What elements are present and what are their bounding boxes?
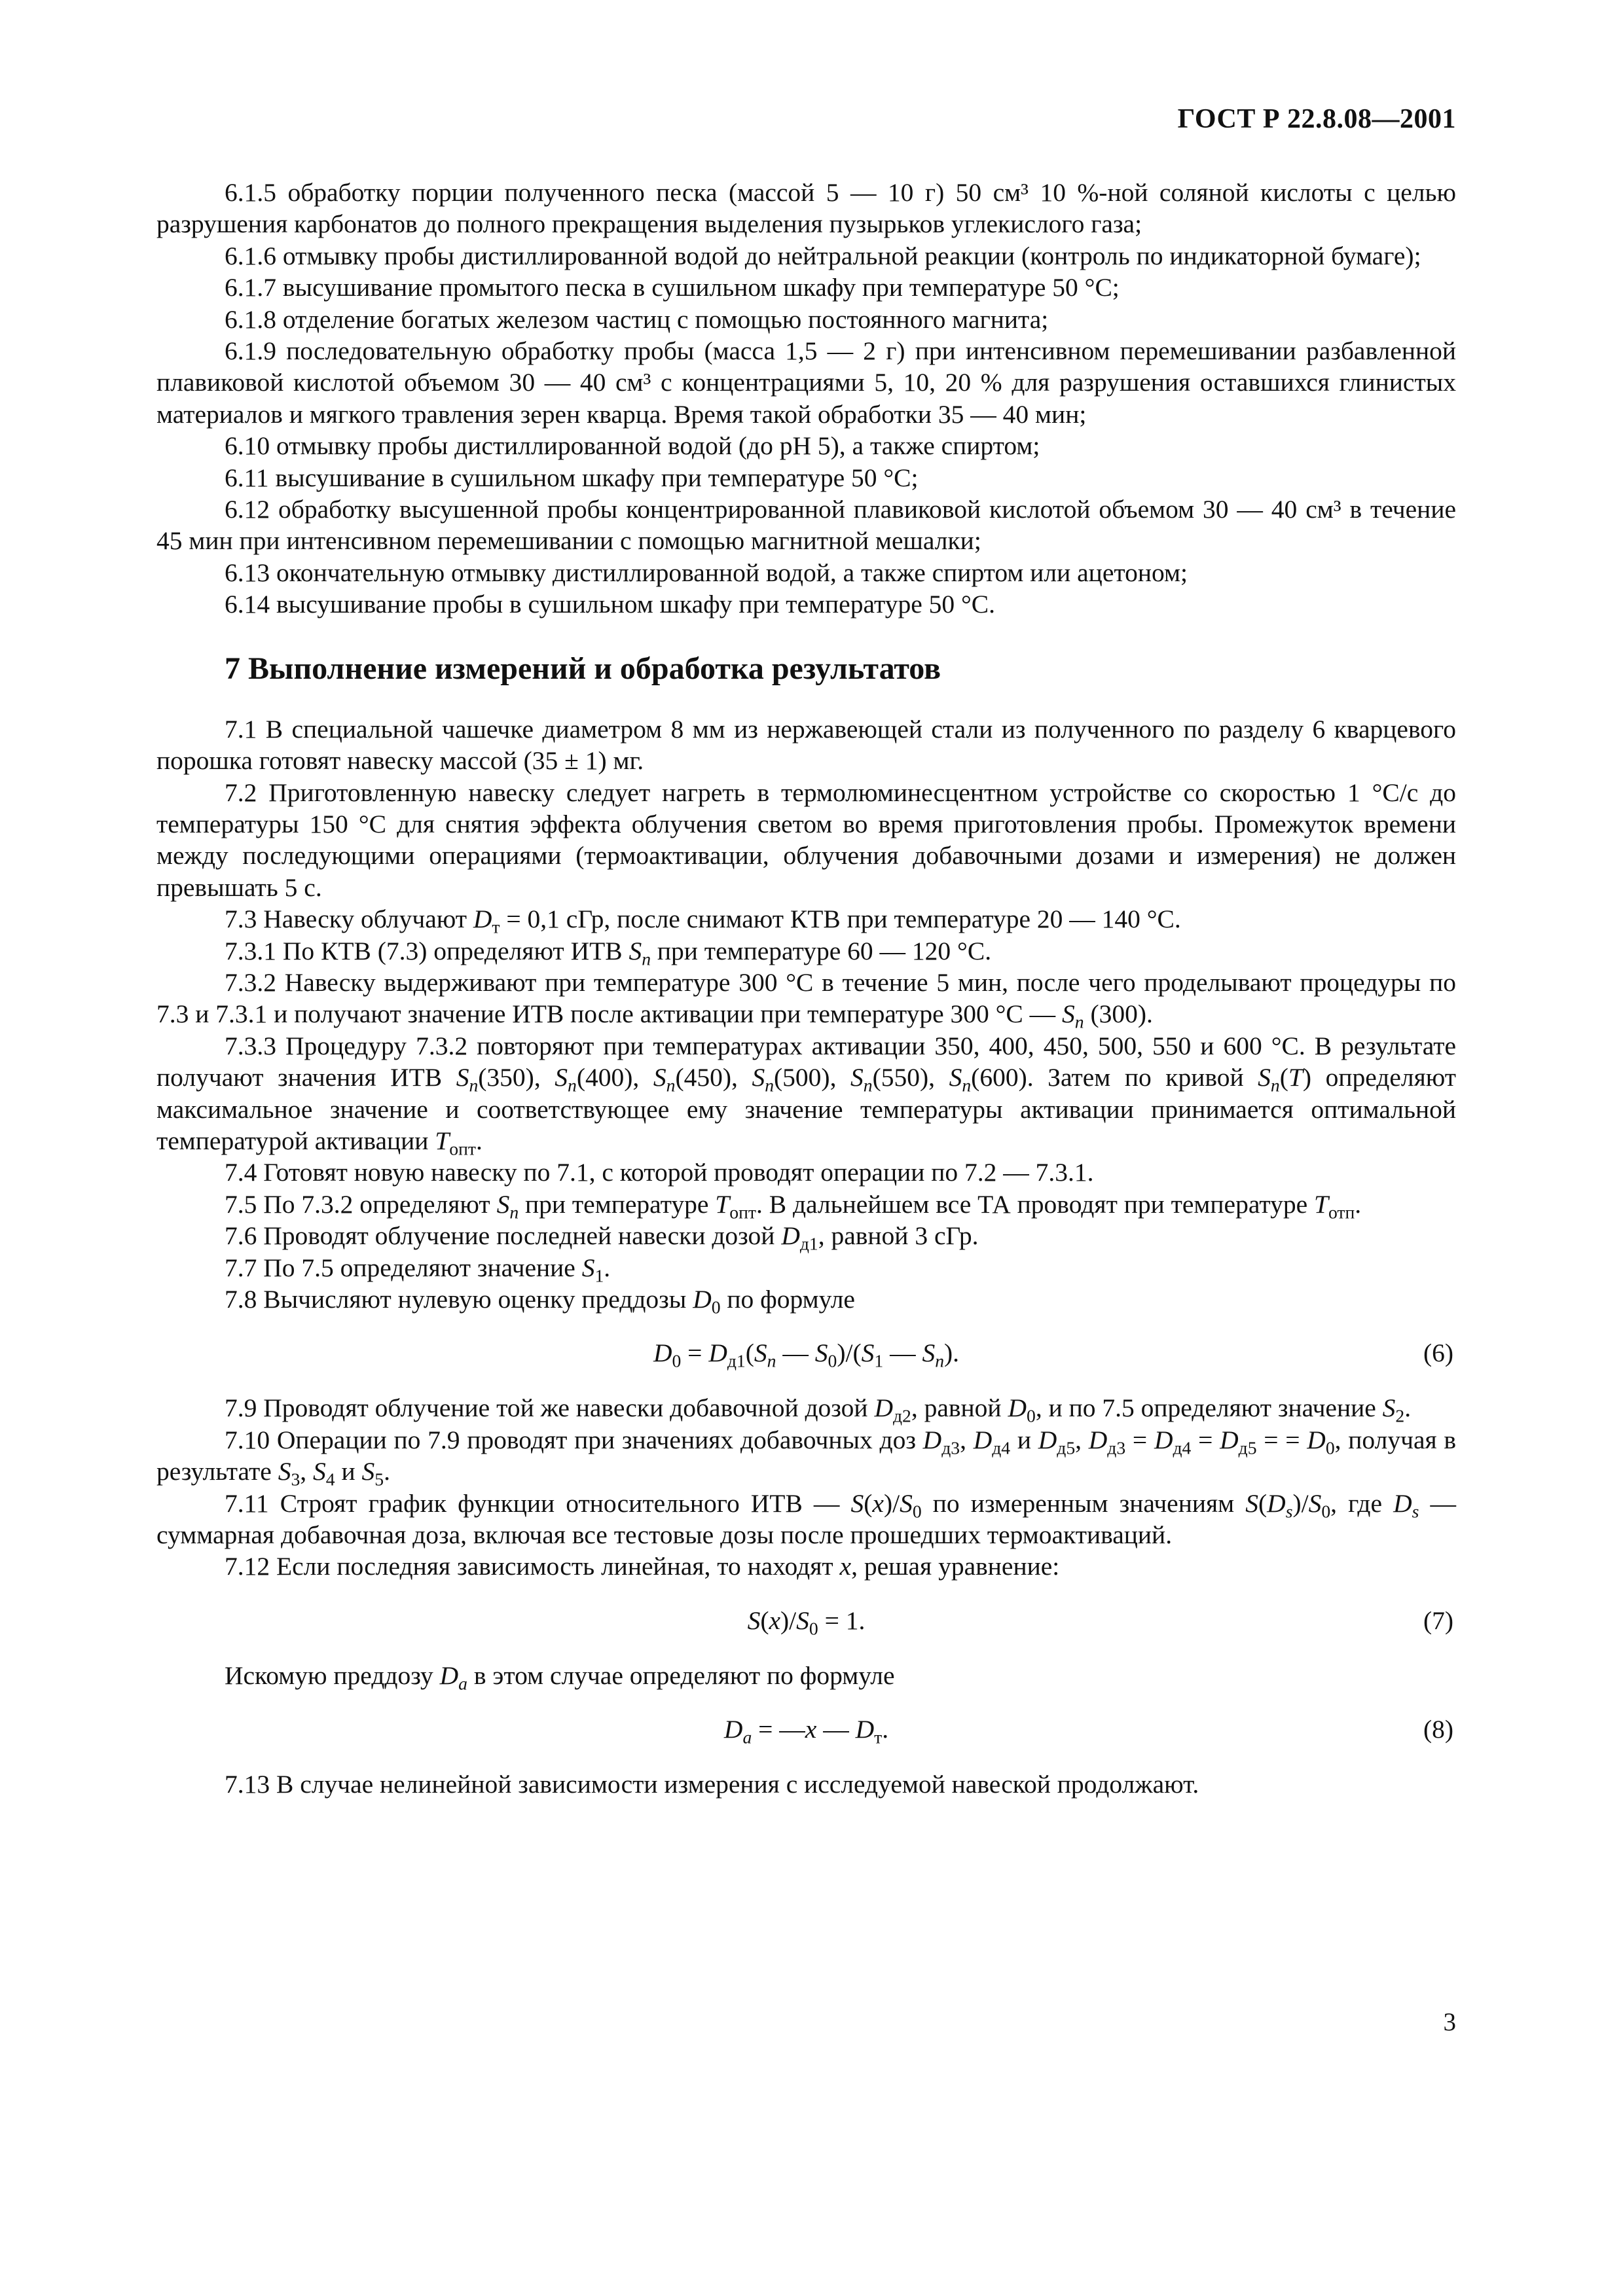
paragraph-7-3-2: 7.3.2 Навеску выдерживают при температуре 300 °С в течение 5 мин, после чего проделывают процедуры по 7.3 и 7.3.1 и получают значение ИТВ после активации при температуре 300 °С — $S_n$ (300). xyxy=(156,967,1456,1032)
paragraph-7-7: 7.7 По 7.5 определяют значение $S_1$. xyxy=(225,1253,611,1285)
paragraph-7-3: 7.3 Навеску облучают $D_т = 0,1$ сГр, после снимают КТВ при температуре 20 — 140 °С. xyxy=(225,905,1181,937)
item-6-10: 6.10 отмывку пробы дистиллированной водой (до pH 5), а также спиртом; xyxy=(225,431,1040,461)
page-number: 3 xyxy=(1443,2008,1456,2036)
formula-6-expression: $D_0 = D_{д1}(S_n$ — $S_0)/(S_1$ — $S_n$). xyxy=(653,1338,960,1371)
paragraph-7-9: 7.9 Проводят облучение той же навески добавочной дозой $D_{д2}$, равной $D_0$, и по 7.5 определяют значение $S_2$. xyxy=(225,1393,1412,1426)
formula-6 xyxy=(156,1333,1456,1372)
item-6-13: 6.13 окончательную отмывку дистиллированной водой, а также спиртом или ацетоном; xyxy=(225,558,1188,587)
paragraph-7-5: 7.5 По 7.3.2 определяют $S_n$ при температуре $T_{опт}$. В дальнейшем все ТА проводят при температуре $T_{отп}$. xyxy=(225,1189,1362,1223)
formula-8-number: (8) xyxy=(1423,1715,1453,1744)
formula-8-expression: $D_a$ = —x — $D_т$. xyxy=(723,1715,889,1748)
item-6-1-9: 6.1.9 последовательную обработку пробы (масса 1,5 — 2 г) при интенсивном перемешивании разбавленной плавиковой кислотой объемом 30 — 40 см³ с концентрациями 5, 10, 20 % для разрушения оставшихся глинистых материалов и мягкого травления зерен кварца. Время такой обработки 35 — 40 мин; xyxy=(156,336,1456,429)
paragraph-preddose: Искомую преддозу $D_a$ в этом случае определяют по формуле xyxy=(225,1660,895,1694)
formula-7 xyxy=(156,1601,1456,1640)
paragraph-7-8: 7.8 Вычисляют нулевую оценку преддозы $D_0$ по формуле xyxy=(225,1285,855,1318)
paragraph-7-11: 7.11 Строят график функции относительного ИТВ — $S(x)/S_0$ по измеренным значениям $S(D_s)/S_0$, где $D_s$ — суммарная добавочная доза, включая все тестовые дозы после прошедших термоактиваций. xyxy=(156,1488,1456,1550)
item-6-11: 6.11 высушивание в сушильном шкафу при температуре 50 °С; xyxy=(225,463,919,492)
paragraph-7-2: 7.2 Приготовленную навеску следует нагреть в термолюминесцентном устройстве со скоростью 1 °С/с до температуры 150 °С для снятия эффекта облучения светом во время приготовления пробы. Промежуток времени между последующими операциями (термоактивации, облучения добавочными дозами и измерения) не должен превышать 5 с. xyxy=(156,778,1456,902)
section-heading: 7 Выполнение измерений и обработка результатов xyxy=(225,651,941,686)
paragraph-7-12: 7.12 Если последняя зависимость линейная, то находят x, решая уравнение: xyxy=(225,1552,1060,1581)
paragraph-7-6: 7.6 Проводят облучение последней навески дозой $D_{д1}$, равной 3 сГр. xyxy=(225,1221,979,1254)
paragraph-7-3-3: 7.3.3 Процедуру 7.3.2 повторяют при температурах активации 350, 400, 450, 500, 550 и 600 °С. В результате получают значения ИТВ $S_n(350)$, $S_n(400)$, $S_n(450)$, $S_n(500)$, $S_n(550)$, $S_n(600)$. Затем по кривой $S_n(T)$ определяют максимальное значение и соответствующее ему значение температуры активации принимается оптимальной температурой активации $T_{опт}$. xyxy=(156,1031,1456,1159)
item-6-14: 6.14 высушивание пробы в сушильном шкафу при температуре 50 °С. xyxy=(225,590,996,619)
formula-6-number: (6) xyxy=(1423,1338,1453,1368)
item-6-1-5: 6.1.5 обработку порции полученного песка (массой 5 — 10 г) 50 см³ 10 %-ной соляной кислоты с целью разрушения карбонатов до полного прекращения выделения пузырьков углекислого газа; xyxy=(156,178,1456,239)
standard-designation: ГОСТ Р 22.8.08—2001 xyxy=(1177,104,1456,134)
paragraph-7-1: 7.1 В специальной чашечке диаметром 8 мм из нержавеющей стали из полученного по разделу 6 кварцевого порошка готовят навеску массой (35 ± 1) мг. xyxy=(156,714,1456,776)
page-body xyxy=(156,177,1456,1801)
paragraph-7-3-1: 7.3.1 По КТВ (7.3) определяют ИТВ $S_n$ при температуре 60 — 120 °С. xyxy=(225,936,992,969)
paragraph-7-10: 7.10 Операции по 7.9 проводят при значениях добавочных доз $D_{д3}$, $D_{д4}$ и $D_{д5}$, $D_{д3} = D_{д4} = D_{д5}$ = = $D_0$, получая в результате $S_3$, $S_4$ и $S_5$. xyxy=(156,1425,1457,1490)
paragraph-7-13: 7.13 В случае нелинейной зависимости измерения с исследуемой навеской продолжают. xyxy=(225,1770,1199,1799)
formula-8 xyxy=(156,1710,1456,1749)
item-6-1-6: 6.1.6 отмывку пробы дистиллированной водой до нейтральной реакции (контроль по индикаторной бумаге); xyxy=(225,241,1421,270)
paragraph-7-4: 7.4 Готовят новую навеску по 7.1, с которой проводят операции по 7.2 — 7.3.1. xyxy=(225,1158,1094,1187)
item-6-1-7: 6.1.7 высушивание промытого песка в сушильном шкафу при температуре 50 °С; xyxy=(225,273,1120,302)
formula-7-expression: $S(x)/S_0 = 1$. xyxy=(747,1605,866,1639)
formula-7-number: (7) xyxy=(1423,1605,1453,1635)
item-6-1-8: 6.1.8 отделение богатых железом частиц с помощью постоянного магнита; xyxy=(225,304,1049,334)
item-6-12: 6.12 обработку высушенной пробы концентрированной плавиковой кислотой объемом 30 — 40 см³ в течение 45 мин при интенсивном перемешивании с помощью магнитной мешалки; xyxy=(156,495,1456,556)
